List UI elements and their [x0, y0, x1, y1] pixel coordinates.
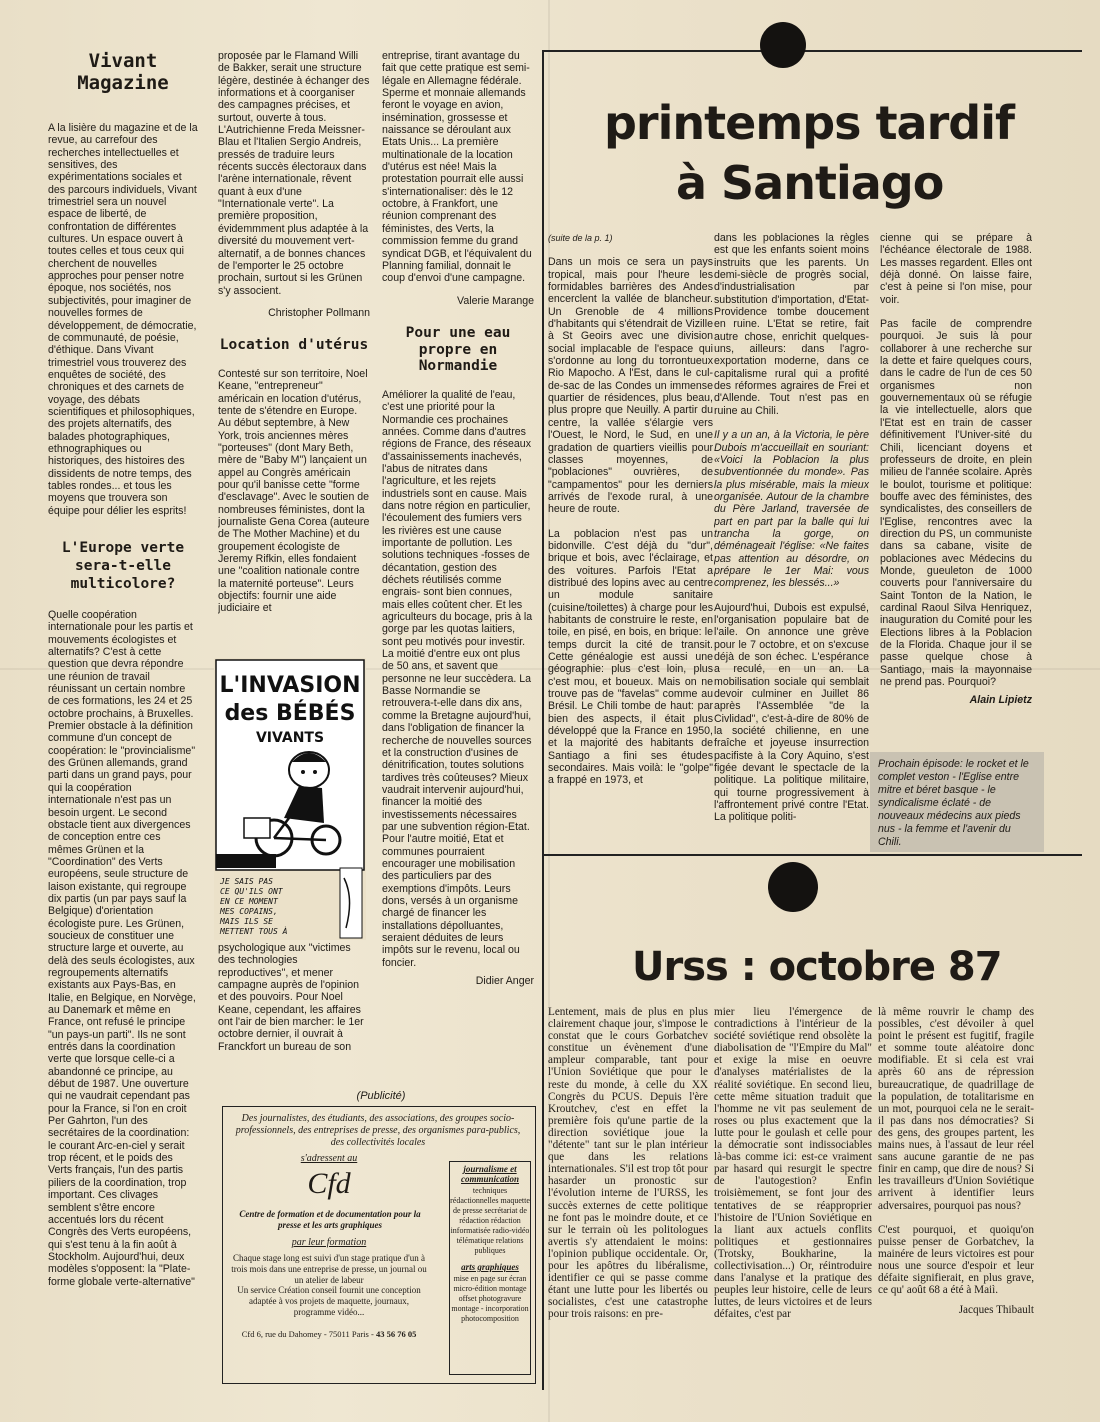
urss-col1: Lentement, mais de plus en plus clairement chaque jour, s'impose le constat que le cours Gorbatchev constitue un évènement d'une ampleur comparable, tant pour l'Union Soviétique que pour le reste du monde, à celle du XX Congrès du PCUS. Depuis l'ère Kroutchev, c'est en effet la première fois qu'une partie de la direction soviétique joue la "détente" tant sur le plan intérieur que dans les relations internationales. S'il est trop tôt pour hasarder un pronostic sur l'évolution interne de l'URSS, les succès externes de cette politique ne font pas le moindre doute, et ce sur le terrain où les politologues avertis s'y attendaient le moins: l'opinion publique occidentale. Or, pour les apôtres du libéralisme, identifier ce qui se passe comme étant une lutte pour les libertés ou socialistes, c'est une catastrophe pour trois raisons: en pre- — [548, 1006, 708, 1321]
urss-column-1 — [548, 1006, 708, 1382]
section-rule-top — [542, 50, 1082, 52]
urss-col3b: C'est pourquoi, et quoiqu'on puisse penser de Gorbatchev, la mainére de leurs victoires est pour nous une source d'espoir et leur défaite signifierait, en plus grave, ce qu' août 68 a été à Maiì. — [878, 1223, 1034, 1297]
uterus-body-continued: psychologique aux "victimes des technologies reproductives", et mener campagne auprès de l'opinion et des pouvoirs. Pour Noel Keane, cependant, les affaires ont l'air de bien marcher: le 1er octobre dernier, il ouvrait à Franckfort un bureau de son — [218, 942, 364, 1053]
ad-formation: par leur formation — [291, 1237, 367, 1248]
uterus-body: Contesté sur son territoire, Noel Keane, "entrepreneur" américain en location d'utérus, tente de s'étendre en Europe. Au début septembre, à New York, trois anciennes mères "porteuses" (dont Mary Beth, mère de "Baby M") lançaient un appel au Congrès américain pour qu'il banisse cette "forme d'esclavage". Avec le soutien de nombreuses féministes, dont la journaliste Gena Corea (auteure de The Mother Machine) et du groupement écologiste de Jeremy Rifkin, elles fondaient une "coalition nationale contre la maternité porteuse". Leurs objectifs: fournir une aide judiciaire et — [218, 367, 370, 615]
column-2-bottom — [218, 942, 370, 1082]
ad-cfd — [222, 1106, 536, 1384]
section-rule-vertical — [542, 50, 544, 1390]
santiago-col1-p2: La poblacion n'est pas un bidonville. C'est déjà du "dur", brique et bois, avec l'éclairage, et des voitures. Parfois l'Etat a distribué des lopins avec au centre un module sanitaire (cuisine/toilettes) à charge pour les habitants de construire le reste, en toile, en pisé, en bois, en brique: le temps durcit la cité de transit. Cette généalogie est aussi une géographie: plus c'est loin, plus c'est mou, et boueux. Mais on ne trouve pas de "favelas" comme au Brésil. Le Chili tombe de haut: par bien des aspects, il était plus développé que la France en 1950, et la majorité des habitants de Santiago a fini ses études secondaires. Mais voilà: le "golpe" a frappé en 1973, et — [548, 527, 713, 787]
cartoon-title-3: VIVANTS — [255, 730, 325, 746]
europe-body-continued: proposée par le Flamand Willi de Bakker, serait une structure légère, destinée à échanger des informations et à coorganiser des campagnes précises, et surtout, ouverte à tous. L'Autrichienne Freda Meissner-Blau et l'Italien Sergio Andreis, pressés de traduire leurs récents succès électoraux dans l'arène internationale, rêvent quant à eux d'une "Internationale verte". La première proposition, évidemmment plus adaptée à la diversité du mouvement vert-alternatif, a de bonnes chances de l'emporter le 25 octobre prochain, surtout si les Grünen s'y associent. — [218, 50, 370, 297]
europe-title: L'Europe verte sera-t-elle multicolore? — [61, 540, 185, 592]
santiago-title-2: à Santiago — [676, 156, 944, 210]
santiago-col3-p1: cienne qui se prépare à l'échéance électorale de 1988. Les masses regardent. Elles ont déjà donné. On laisse faire, c'est à peine si l'on mise, pour voir. — [880, 232, 1032, 306]
cartoon-invasion-bebes — [214, 658, 366, 940]
ad-box2-title: arts graphiques — [461, 1262, 519, 1272]
ad-box2-list: mise en page sur écran micro-édition montage offset photogravure montage - incorporation photocomposition — [451, 1274, 529, 1323]
vivant-title-line1: Vivant — [88, 50, 158, 72]
section-dot-middle — [768, 862, 818, 912]
thibault-signature: Jacques Thibault — [958, 1304, 1034, 1317]
ad-stage: Chaque stage long est suivi d'un stage pratique d'un à trois mois dans une entreprise de presse, un journal ou un atelier de labeur — [231, 1253, 427, 1285]
lipietz-signature: Alain Lipietz — [969, 694, 1032, 707]
section-rule-middle — [542, 854, 1082, 856]
svg-text:JE SAIS PASCE QU'ILS ONTEN CE: JE SAIS PAS CE QU'ILS ONT EN CE MOMENT MES COPAINS, MAIS ILS SE METTENT TOUS À — [220, 877, 288, 936]
ad-intro: Des journalistes, des étudiants, des associations, des groupes socio-professionnels, des entreprises de presse, des organismes para-publics, des collectivités locales — [235, 1113, 521, 1148]
eau-body: Améliorer la qualité de l'eau, c'est une priorité pour la Normandie ces prochaines années. Comme dans d'autres régions de France, des réseaux d'assainissements inachevés, l'abus de nitrates dans l'agriculture, et les rejets industriels sont en cause. Mais dans notre région en particulier, l'écoulement des fumiers vers les rivières est une cause importante de pollution. Les solutions techniques -fosses de décantation, gestion des déchets réutilisés comme engrais- sont bien connues, mais elles coûtent cher. Et les agriculteurs du bocage, pris à la gorge par les quotas laitiers, sont peu motivés pour investir. La moitié d'entre eux ont plus de 50 ans, et savent que personne ne leur succèdera. La Basse Normandie se retrouvera-t-elle dans dix ans, comme la Bretagne aujourd'hui, dans l'obligation de financer la recherche de nouvelles sources et la construction d'usines de dénitrification, toutes solutions tardives très coûteuses? Mieux vaudrait intervenir aujourd'hui, financer la moitié des investissements nécessaires par une subvention région-Etat. Pour l'autre moitié, Etat et communes pourraient encourager une mobilisation des particuliers par des exemptions d'impôts. Leurs dons, versés à un organisme chargé de financer les installations dépolluantes, seraient déduites de leurs impôts sur le revenu, local ou foncier. — [382, 388, 533, 969]
santiago-title-1: printemps tardif — [604, 96, 1014, 150]
ad-address-to: s'adressent au — [300, 1153, 358, 1164]
uterus-title: Location d'utérus — [219, 337, 369, 354]
cartoon-title-1: L'INVASION — [219, 673, 361, 698]
santiago-next-episode: Prochain épisode: le rocket et le complet veston - l'Eglise entre mitre et béret basque - le syndicalisme éclaté - de nouveaux médecins aux pieds nus - la femme et l'avenir du Chili. — [870, 752, 1044, 852]
marange-signature: Valerie Marange — [457, 294, 534, 307]
ad-logo: Cfd — [307, 1167, 351, 1200]
santiago-col3-p2: Pas facile de comprendre pourquoi. Je suis là pour collaborer à une recherche sur la dette et faire quelques cours, dans le cadre de l'un de ces 50 organismes non gouvernementaux où se réfugie la vie intellectuelle, alors que l'Etat est en train de casser définitivement l'Univer-sité du Chili, licenciant doyens et professeurs de droite, en plein milieu de l'année scolaire. Après le boulot, tourisme et politique: bouffe avec des féministes, des syndicalistes, des conseillers de l'Eglise, rencontres avec la direction du PS, un communiste dans sa cabane, visite de poblaciones avec Médecins du Monde, gueuleton de 1000 couverts pour l'anniversaire du Saint Tonton de la Nation, le cardinal Raoul Silva Henriquez, inauguration du Comité pour les Elections libres à la Poblacion de la Florida. Chaque jour il se passe quelque chose à Santiago, mais la mayonnaise ne prend pas. Pourquoi? — [880, 318, 1032, 689]
ad-box1-title: journalisme et communication — [460, 1164, 519, 1184]
ad-sidebox — [449, 1161, 531, 1375]
column-3 — [382, 50, 534, 1090]
ad-label: (Publicité) — [356, 1090, 406, 1102]
urss-col2: mier lieu l'émergence de contradictions à l'intérieur de la société soviétique rend obsolète la diabolisation de "l'Empire du Mal" et exige la mise en oeuvre d'analyses matérialistes de la réalité soviétique. En second lieu, cette même situation traduit que l'homme ne vit pas seulement de roses ou plus exactement que la lutte pour le goulash et celle pour la démocratie sont indissociables là-bas comme ici: est-ce vraiment par hasard qui resurgit le spectre de l'autogestion? Enfin troisièmement, se font jour des tentatives de se réapproprier l'histoire de l'Union Soviétique en la liant aux actuels conflits politiques et gestionnaires (Trotsky, Boukharine, la collectivisation...) Or, réintroduire dans l'analyse et la pratique des peuples leur histoire, celle de leurs luttes, de leurs victoires et de leurs défaites, c'est par — [714, 1006, 872, 1321]
ad-service: Un service Création conseil fournit une conception adaptée à vos projets de maquette, journaux, programme vidéo... — [237, 1285, 421, 1317]
urss-column-3 — [878, 1006, 1034, 1382]
urss-title: Urss : octobre 87 — [632, 944, 1002, 990]
vivant-title — [48, 50, 198, 94]
santiago-column-2 — [714, 232, 869, 852]
pollmann-signature: Christopher Pollmann — [268, 306, 370, 319]
section-dot-top — [760, 22, 806, 68]
urss-col3: là même rouvrir le champ des possibles, c'est dévoiler à quel point le présent est fugitif, fragile et somme toute aléatoire donc modifiable. Et si cela est vrai après 60 ans de répression bureaucratique, de quadrillage de la population, de totalitarisme en un mot, pourquoi cela ne le serait-il pas dans nos démocraties? Si des gens, des groupes partent, les mains nues, à l'assaut de leur réel sans aucune garantie de ne pas finir en camp, que dire de nous? Si les travailleurs d'Union Soviétique arrivent à identifier leurs adversaires, pourquoi pas nous? — [878, 1006, 1034, 1212]
ad-center: Centre de formation et de documentation pour la presse et les arts graphiques — [239, 1209, 421, 1230]
uterus-body-end: entreprise, tirant avantage du fait que cette pratique est semi-légale en Allemagne fédérale. Sperme et monnaie allemands feront le voyage en avion, insémination, grossesse et naissance se déroulant aux Etats Unis... La première multinationale de la location d'utérus est née! Mais la protestation pourrait elle aussi s'internationaliser: dès le 12 octobre, à Frankfort, une réunion comprenant des féministes, des Verts, la commission femme du grand syndicat DGB, et l'équivalent du Planning familial, donnait le coup d'envoi d'une campagne. — [382, 50, 532, 285]
vivant-title-line2: Magazine — [77, 72, 169, 94]
column-1 — [48, 50, 198, 1380]
vivant-body: A la lisière du magazine et de la revue, au carrefour des recherches intellectuelles et sensitives, des expérimentations sociales et des parcours individuels, Vivant trimestriel sera un nouvel espace de liberté, de confrontation de différentes cultures. Un espace ouvert à toutes celles et tous ceux qui cherchent de nouvelles approches pour penser notre époque, nos sociétés, nos subjectivités, pour imaginer de nouvelles formes de développement, de démocratie, de communauté, de poésie, d'éthique. Dans Vivant trimestriel vous trouverez des enquêtes de société, des chroniques et des carnets de voyage, des débats scientifiques et philosophiques, des projets alternatifs, des balades photographiques, ethnographiques ou historiques, des histoires des dissidents de notre temps, des tables rondes... et tous les moyens que trouvera son équipe pour délier les esprits! — [48, 122, 198, 517]
cartoon-illustration — [214, 658, 366, 940]
santiago-col2-p2: Il y a un an, à la Victoria, le père Dubois m'accueillait en souriant: «Voici la Poblacion la plus subventionnée du monde». Pas la plus misérable, mais la mieux organisée. Autour de la chambre du Père Jarland, traversée de part en part par la balle qui lui trancha la gorge, on déménageait l'église: «Ne faites pas attention au désordre, on prépare le 1er Mai: vous comprenez, les blessés...» — [714, 429, 869, 590]
santiago-col2-p1: dans les poblaciones la règles est que les enfants soient moins instruits que les parents. Un demi-siècle de progrès social, d'industrialisation par substitution d'importation, d'Etat-Providence tombe doucement en ruine. L'Etat se retire, fait autre chose, enrichit quelques-uns, ailleurs: dans l'agro-exportation moderne, dans ce capitalisme rural qui a profité des réformes agraires de Frei et d'Allende. Tout n'est pas en ruine au Chili. — [714, 232, 869, 417]
santiago-column-1 — [548, 232, 713, 852]
ad-address: Cfd 6, rue du Dahomey - 75011 Paris - — [241, 1329, 374, 1339]
santiago-suite: (suite de la p. 1) — [548, 233, 613, 243]
urss-column-2 — [714, 1006, 872, 1382]
anger-signature: Didier Anger — [475, 975, 534, 988]
ad-box1-list: techniques rédactionnelles maquette de presse secrétariat de rédaction rédaction informatisée radio-vidéo télématique relations publiques — [450, 1186, 530, 1255]
ad-address-line — [229, 1329, 429, 1339]
europe-body: Quelle coopération internationale pour les partis et mouvements écologistes et alternatifs? C'est à cette question que devra répondre une réunion de travail réunissant un certain nombre de ces formations, les 24 et 25 octobre prochains, à Bruxelles. Premier obstacle à la définition commune d'un concept de coopération: le "provincialisme" des Grünen allemands, grand parti dans un grand pays, pour qui la coopération internationale n'est pas un besoin urgent. Le second obstacle tient aux divergences de conception entre ces mêmes Grünen et la "Coordination" des Verts européens, seule structure de laison existante, qui regroupe dix partis (un par pays sauf la Belgique) d'orientation écologiste pure. Les Grünen, soucieux de constituer une structure large et ouverte, au delà des seuls écologistes, aux regroupements alternatifs existants aux Pays-Bas, en Italie, en Belgique, en Norvège, au Danemark et même en France, ont refusé le principe "un pays-un parti". Ils ne sont entrés dans la coordination verte que lorsque celle-ci a abandonné ce principe, au début de 1987. Une ouverture qui ne vaudrait cependant pas pour la France, si l'on en croit Per Gahrton, l'un des secrétaires de la coordination: le courant Arc-en-ciel y serait trop récent, et le poids des Verts français, l'un des partis piliers de la coordination, trop important. Ces clivages semblent s'être encore accentués lors du récent Congrès des Verts européens, qui s'est tenu à la fin août à Stockholm. Aujourd'hui, deux modèles s'opposent: la "Plate-forme globale verte-alternative" — [48, 609, 196, 1288]
santiago-col2-p3: Aujourd'hui, Dubois est expulsé, l'organisation populaire bat de l'aile. On annonce une grève pour le 7 octobre, et on s'excuse déjà de son échec. L'espérance a reculé, en un an. La mobilisation sociale qui semblait devoir culminer en Juillet 86 après l'Assemblée "de la Civlidad", c'est-à-dire de 80% de la société chilienne, en une fraîche et joyeuse insurrection pacifiste à la Cory Aquino, s'est figée devant le spectacle de la politique. La politique militaire, qui tourne progressivement à l'affrontement privé contre l'Etat. La politique politi- — [714, 601, 869, 824]
ad-phone: 43 56 76 05 — [375, 1329, 417, 1339]
santiago-col1-p1: Dans un mois ce sera un pays tropical, mais pour l'heure les formidables barrières des Andes encerclent la vallée de blancheur. Un Grenoble de 4 millions d'habitants qui s'étendrait de Vizille à St Geoirs avec une division social implacable de l'espace qui s'ordonne au long du torrontueux Rio Mapocho. A l'Est, dans le cul-de-sac de las Condes un immense quartier de résidences, plus beau, plus propre que Neuilly. A partir du centre, la vallée s'élargie vers l'Ouest, le Nord, le Sud, en une gradation de quartiers vieillis pour classes moyennes, de "poblaciones" ouvrières, de "campamentos" pour les derniers arrivés de l'exode rural, à une heure de route. — [548, 256, 713, 516]
eau-title: Pour une eau propre en Normandie — [405, 324, 511, 375]
cartoon-title-2: des BÉBÉS — [224, 701, 356, 726]
santiago-column-3 — [880, 232, 1032, 752]
